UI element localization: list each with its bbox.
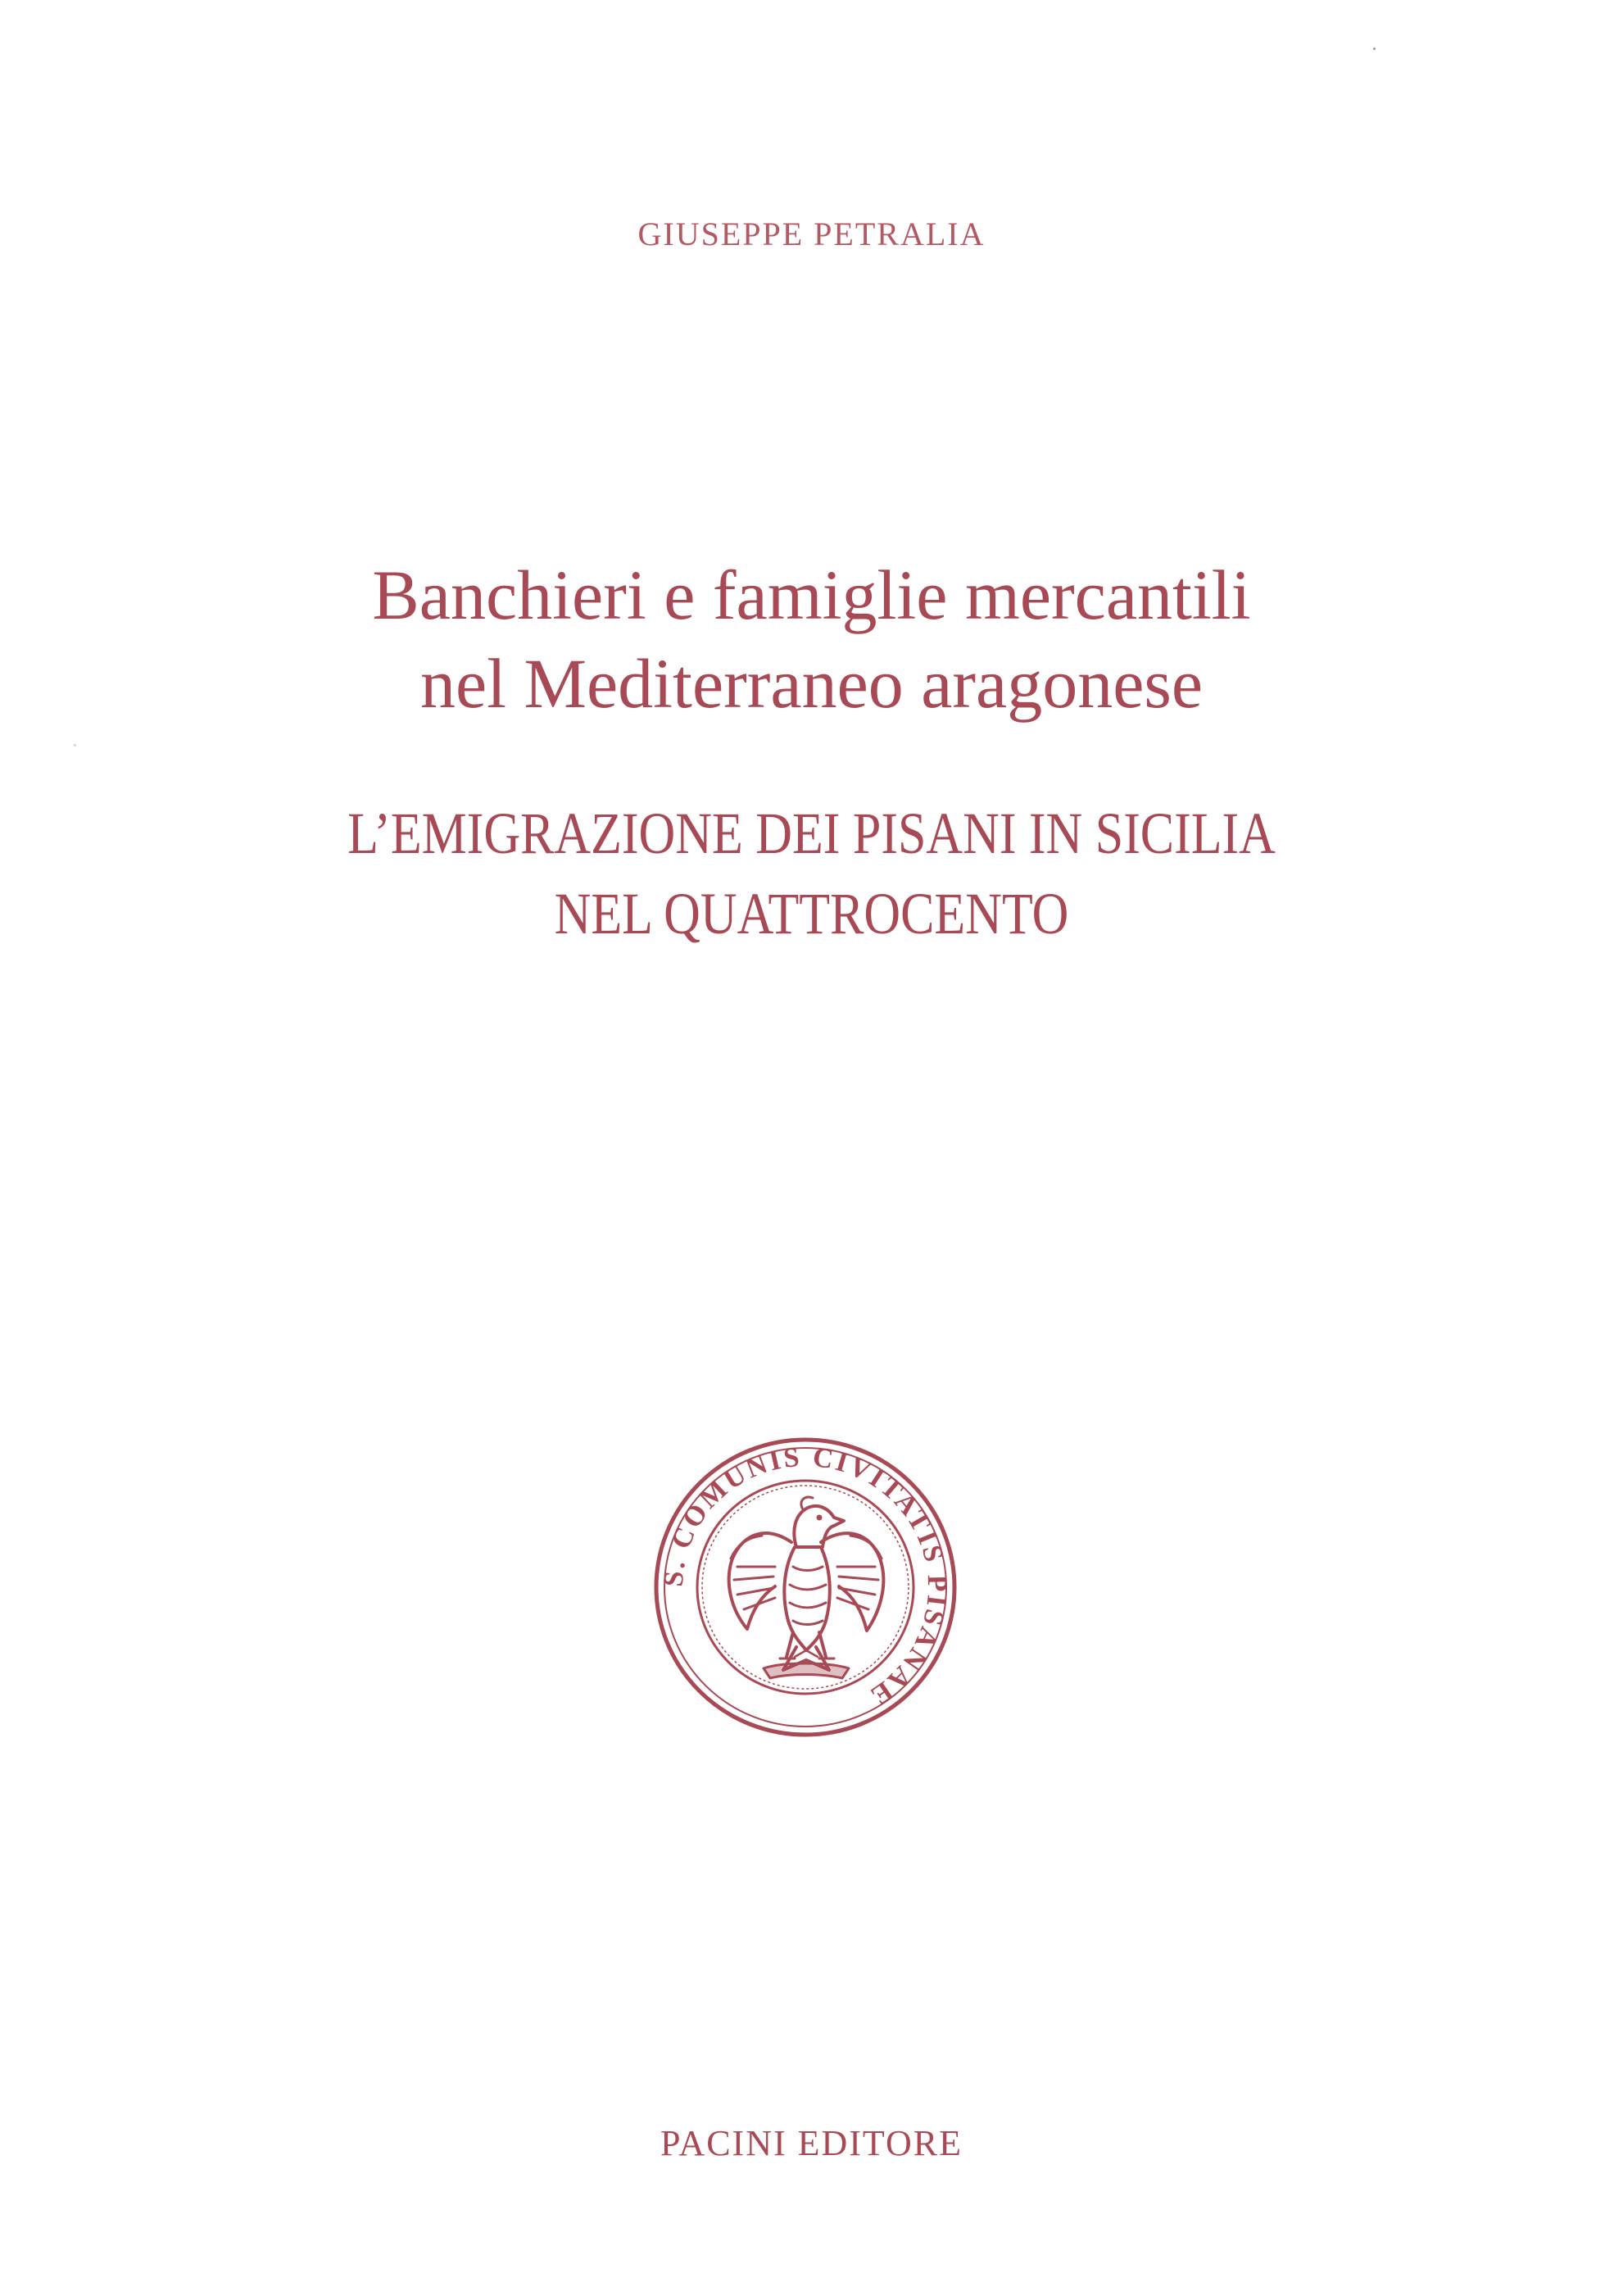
- title-line-2: nel Mediterraneo aragonese: [419, 644, 1204, 723]
- seal-legend: S. COMUNIS CIVITATIS PISANAE: [658, 1441, 953, 1713]
- book-subtitle: [114, 793, 1510, 954]
- eagle-figure: [729, 1497, 884, 1678]
- author-name: GIUSEPPE PETRALIA: [637, 216, 986, 252]
- subtitle-line-1: L’EMIGRAZIONE DEI PISANI IN SICILIA: [347, 801, 1276, 866]
- publisher-name: PACINI EDITORE: [660, 2123, 963, 2163]
- paper-speck: [1373, 48, 1376, 50]
- book-title: [0, 551, 1623, 728]
- eagle-seal-icon: [652, 1436, 959, 1739]
- paper-speck: [74, 744, 76, 746]
- subtitle-line-2: NEL QUATTROCENTO: [554, 881, 1069, 946]
- title-line-1: Banchieri e famiglie mercantili: [372, 556, 1251, 634]
